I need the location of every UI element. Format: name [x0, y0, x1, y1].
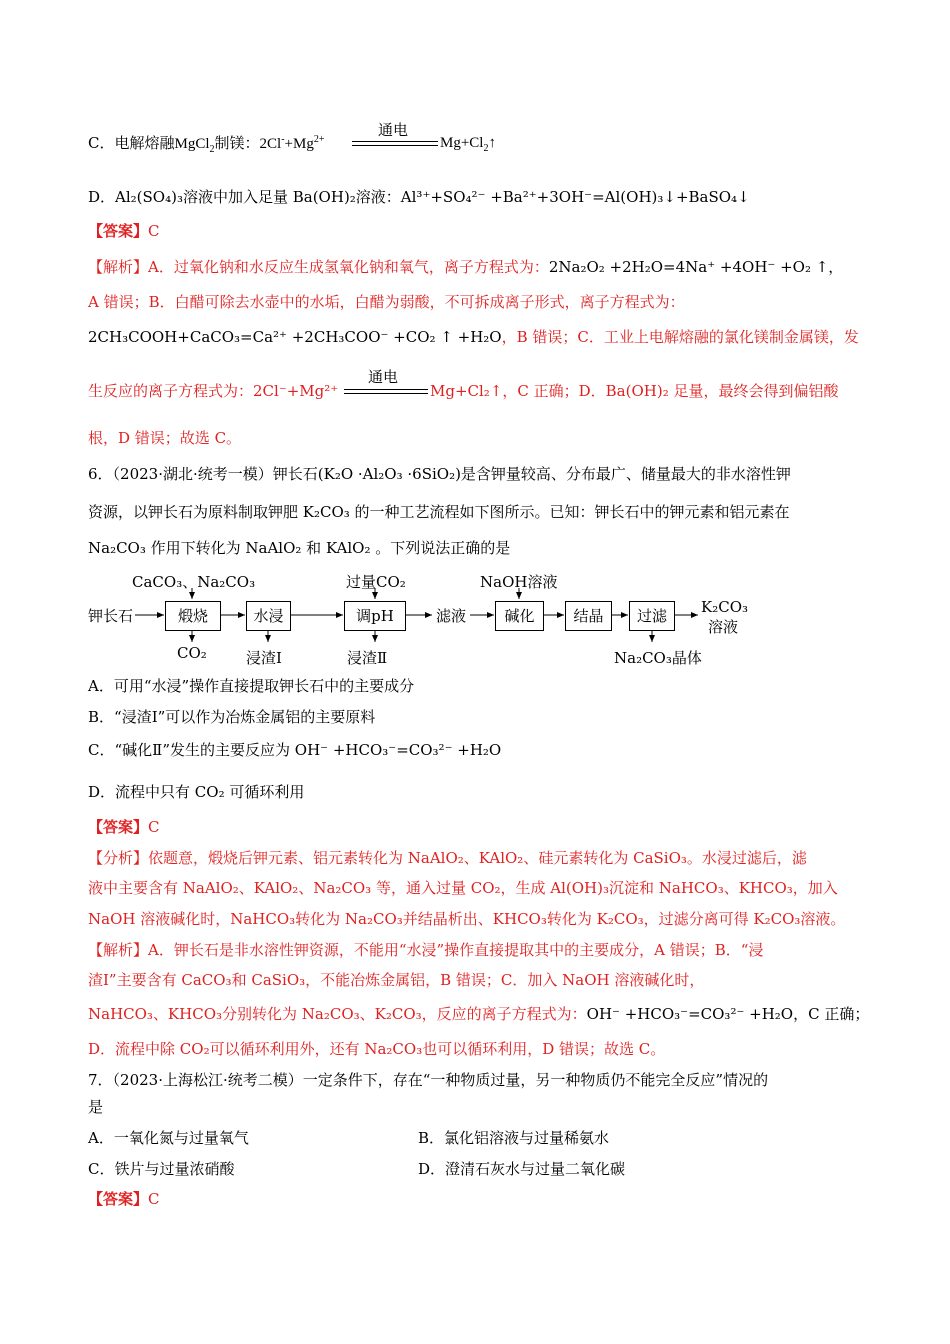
flow-box-crystallize: 结晶: [565, 601, 612, 631]
option-c-mid: 制镁：: [214, 134, 260, 152]
flow-input-4: NaOH溶液: [480, 573, 558, 591]
option-c-product: $Mg+Cl_2↑$: [440, 135, 496, 154]
reaction-condition-label-2: 通电: [368, 368, 399, 386]
q7-line-1: 7．（2023·上海松江·统考二模）一定条件下，存在“一种物质过量，另一种物质仍不能完全反应”情况的: [88, 1071, 769, 1089]
answer-7: 【答案】C: [88, 1190, 160, 1208]
equals-sign-2: [344, 389, 428, 394]
q6-line-2: 资源，以钾长石为原料制取钾肥 K₂CO₃ 的一种工艺流程如下图所示。已知：钾长石中的钾元素和铝元素在: [88, 503, 790, 521]
option-d-line: D．Al₂(SO₄)₃溶液中加入足量 Ba(OH)₂溶液：Al³⁺+SO₄²⁻ +Ba²⁺+3OH⁻=Al(OH)₃↓+BaSO₄↓: [88, 188, 750, 206]
jiexi-line-1: 【解析】A．钾长石是非水溶性钾资源，不能用“水浸”操作直接提取其中的主要成分，A 错误；B．“浸: [88, 941, 764, 959]
q6-line-3: Na₂CO₃ 作用下转化为 NaAlO₂ 和 KAlO₂ 。下列说法正确的是: [88, 539, 511, 557]
jiexi-line-2: 渣Ⅰ”主要含有 CaCO₃和 CaSiO₃，不能冶炼金属铝，B 错误；C．加入 NaOH 溶液碱化时，: [88, 971, 705, 989]
flow-filtrate: 滤液: [436, 607, 467, 625]
analysis-line-1: 【解析】A．过氧化钠和水反应生成氢氧化钠和氧气，离子方程式为：2Na₂O₂ +2H₂O=4Na⁺ +4OH⁻ +O₂ ↑，: [88, 258, 844, 276]
fenxi-line-1: 【分析】依题意，煅烧后钾元素、铝元素转化为 NaAlO₂、KAlO₂、硅元素转化为 CaSiO₃。水浸过滤后，滤: [88, 849, 807, 867]
q6-option-d: D．流程中只有 CO₂ 可循环利用: [88, 783, 305, 801]
reaction-condition-label: 通电: [378, 121, 409, 139]
flow-start: 钾长石: [88, 607, 134, 625]
answer-6: 【答案】C: [88, 818, 160, 836]
fenxi-line-3: NaOH 溶液碱化时，NaHCO₃转化为 Na₂CO₃并结晶析出、KHCO₃转化为 K₂CO₃，过滤分离可得 K₂CO₃溶液。: [88, 910, 846, 928]
analysis-line-4a: 生反应的离子方程式为：2Cl⁻+Mg²⁺: [88, 382, 339, 400]
analysis-line-3: 2CH₃COOH+CaCO₃=Ca²⁺ +2CH₃COO⁻ +CO₂ ↑ +H₂O，B 错误；C．工业上电解熔融的氯化镁制金属镁，发: [88, 328, 859, 346]
q6-line-1: 6．（2023·湖北·统考一模）钾长石(K₂O ·Al₂O₃ ·6SiO₂)是含钾量较高、分布最广、储量最大的非水溶性钾: [88, 465, 791, 483]
option-c-formula: MgCl$_2$: [174, 136, 215, 155]
flow-input-1: CaCO₃、Na₂CO₃: [132, 573, 256, 591]
flow-box-leach: 水浸: [246, 601, 291, 631]
q7-option-b: B．氯化铝溶液与过量稀氨水: [418, 1129, 610, 1147]
jiexi-line-4: D．流程中除 CO₂可以循环利用外，还有 Na₂CO₃也可以循环利用，D 错误；故选 C。: [88, 1040, 666, 1058]
q6-option-b: B．“浸渣Ⅰ”可以作为冶炼金属铝的主要原料: [88, 708, 376, 726]
flow-output-6: Na₂CO₃晶体: [614, 649, 702, 667]
flow-box-calcine: 煅烧: [165, 601, 221, 631]
q6-option-a: A．可用“水浸”操作直接提取钾长石中的主要成分: [88, 677, 415, 695]
flow-box-ph: 调pH: [344, 601, 406, 631]
q7-option-d: D．澄清石灰水与过量二氧化碳: [418, 1160, 626, 1178]
flow-input-3: 过量CO₂: [346, 573, 406, 591]
analysis-line-5: 根，D 错误；故选 C。: [88, 429, 242, 447]
option-c-line: C．电解熔融MgCl$_2$制镁：$2Cl^-+Mg^{2+}$: [88, 134, 325, 155]
analysis-line-2: A 错误；B．白醋可除去水壶中的水垢，白醋为弱酸，不可拆成离子形式，离子方程式为：: [88, 293, 685, 311]
q6-option-c: C．“碱化Ⅱ”发生的主要反应为 OH⁻ +HCO₃⁻=CO₃²⁻ +H₂O: [88, 741, 502, 759]
flow-end-1: K₂CO₃: [701, 598, 749, 616]
flow-box-alkalize: 碱化: [495, 601, 544, 631]
fenxi-line-2: 液中主要含有 NaAlO₂、KAlO₂、Na₂CO₃ 等，通入过量 CO₂，生成 Al(OH)₃沉淀和 NaHCO₃、KHCO₃，加入: [88, 879, 838, 897]
answer-5: 【答案】C: [88, 222, 160, 240]
flow-output-3: 浸渣Ⅱ: [347, 649, 388, 667]
flow-end-2: 溶液: [708, 618, 739, 636]
flow-output-2: 浸渣Ⅰ: [246, 649, 282, 667]
jiexi-line-3: NaHCO₃、KHCO₃分别转化为 Na₂CO₃、K₂CO₃，反应的离子方程式为：OH⁻ +HCO₃⁻=CO₃²⁻ +H₂O，C 正确；: [88, 1005, 870, 1023]
q7-line-2: 是: [88, 1098, 104, 1116]
flow-output-1: CO₂: [177, 644, 207, 662]
flow-box-filter: 过滤: [629, 601, 675, 631]
q7-option-a: A．一氧化氮与过量氧气: [88, 1129, 249, 1147]
equals-sign: [352, 141, 438, 146]
q7-option-c: C．铁片与过量浓硝酸: [88, 1160, 235, 1178]
option-c-prefix: C．电解熔融: [88, 134, 175, 152]
analysis-line-4b: Mg+Cl₂↑，C 正确；D．Ba(OH)₂ 足量，最终会得到偏铝酸: [430, 382, 839, 400]
